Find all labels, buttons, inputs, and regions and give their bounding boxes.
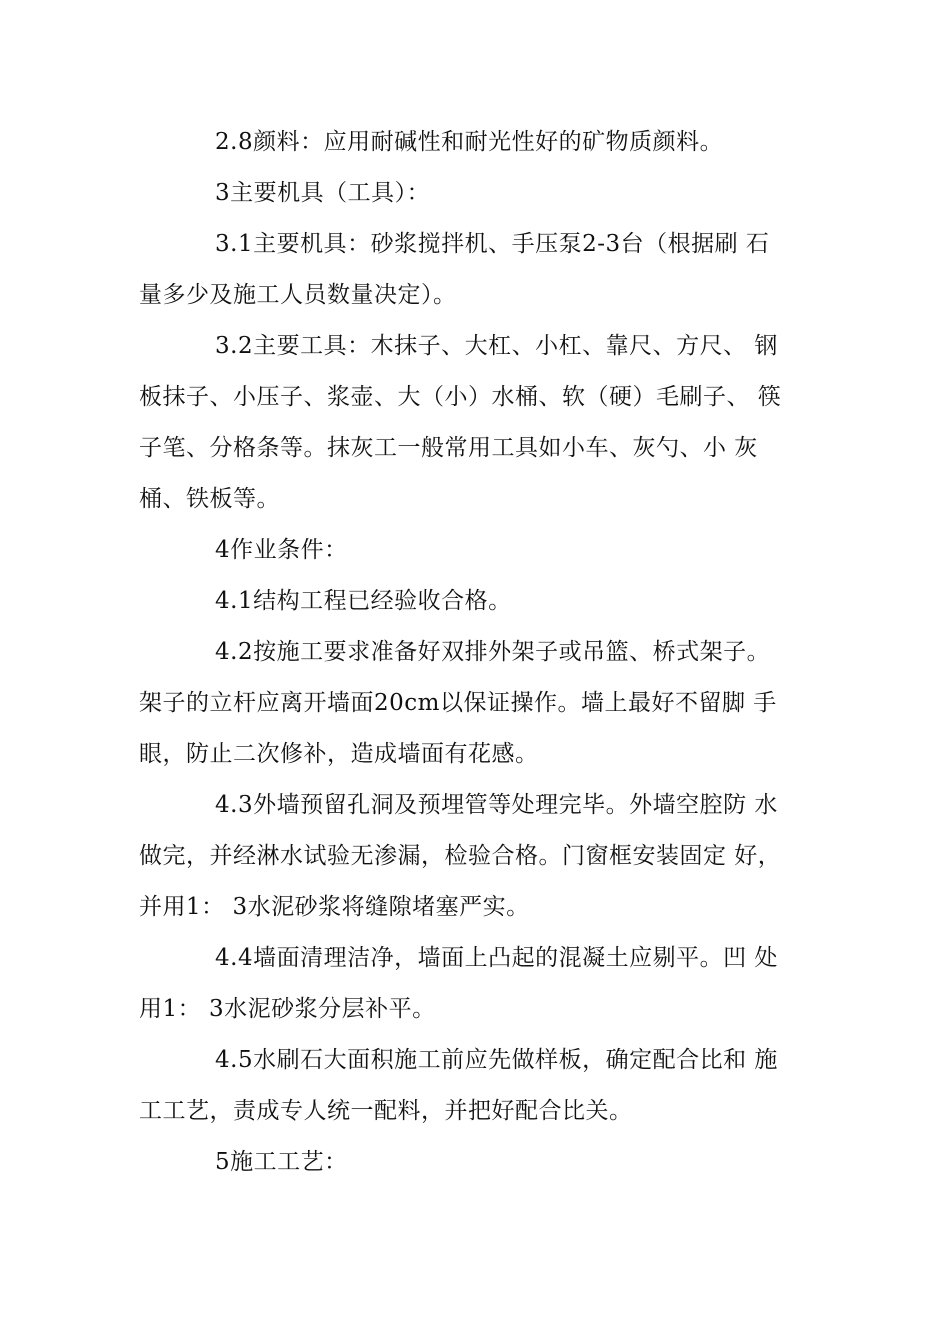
paragraph-4-3 — [139, 780, 839, 933]
heading-4-work-conditions — [139, 525, 839, 576]
text-line: 做完，并经淋水试验无渗漏，检验合格。门窗框安装固定 好， — [139, 843, 782, 869]
heading-5-construction-process — [139, 1137, 839, 1188]
text-line: 4.4墙面清理洁净，墙面上凸起的混凝土应剔平。凹 处 — [215, 945, 778, 971]
paragraph-4-4 — [139, 933, 839, 1035]
text-line: 3.1主要机具：砂浆搅拌机、手压泵2-3台（根据刷 石 — [215, 231, 770, 257]
text-line: 4作业条件： — [215, 537, 348, 563]
paragraph-4-2 — [139, 627, 839, 780]
text-line: 2.8颜料：应用耐碱性和耐光性好的矿物质颜料。 — [215, 129, 724, 155]
paragraph-4-5 — [139, 1035, 839, 1137]
text-line: 3.2主要工具：木抹子、大杠、小杠、靠尺、方尺、 钢 — [215, 333, 778, 359]
text-line: 4.2按施工要求准备好双排外架子或吊篮、桥式架子。 — [215, 639, 771, 665]
paragraph-3-1-main-machines — [139, 219, 839, 321]
heading-3-main-tools — [139, 168, 839, 219]
paragraph-3-2-main-tools — [139, 321, 839, 525]
text-line: 5施工工艺： — [215, 1149, 348, 1175]
text-line: 3主要机具（工具）： — [215, 180, 431, 206]
paragraph-4-1 — [139, 576, 839, 627]
text-line: 眼，防止二次修补，造成墙面有花感。 — [139, 741, 539, 767]
text-line: 4.1结构工程已经验收合格。 — [215, 588, 512, 614]
text-line: 4.3外墙预留孔洞及预埋管等处理完毕。外墙空腔防 水 — [215, 792, 778, 818]
document-body — [139, 117, 839, 1188]
text-line: 架子的立杆应离开墙面20cm以保证操作。墙上最好不留脚 手 — [139, 690, 777, 716]
text-line: 子笔、分格条等。抹灰工一般常用工具如小车、灰勺、小 灰 — [139, 435, 758, 461]
paragraph-2-8-pigment — [139, 117, 839, 168]
text-line: 桶、铁板等。 — [139, 486, 280, 512]
text-line: 用1： 3水泥砂浆分层补平。 — [139, 996, 436, 1022]
text-line: 量多少及施工人员数量决定）。 — [139, 282, 457, 308]
text-line: 工工艺，责成专人统一配料，并把好配合比关。 — [139, 1098, 633, 1124]
text-line: 并用1： 3水泥砂浆将缝隙堵塞严实。 — [139, 894, 530, 920]
text-line: 板抹子、小压子、浆壶、大（小）水桶、软（硬）毛刷子、 筷 — [139, 384, 782, 410]
text-line: 4.5水刷石大面积施工前应先做样板，确定配合比和 施 — [215, 1047, 778, 1073]
